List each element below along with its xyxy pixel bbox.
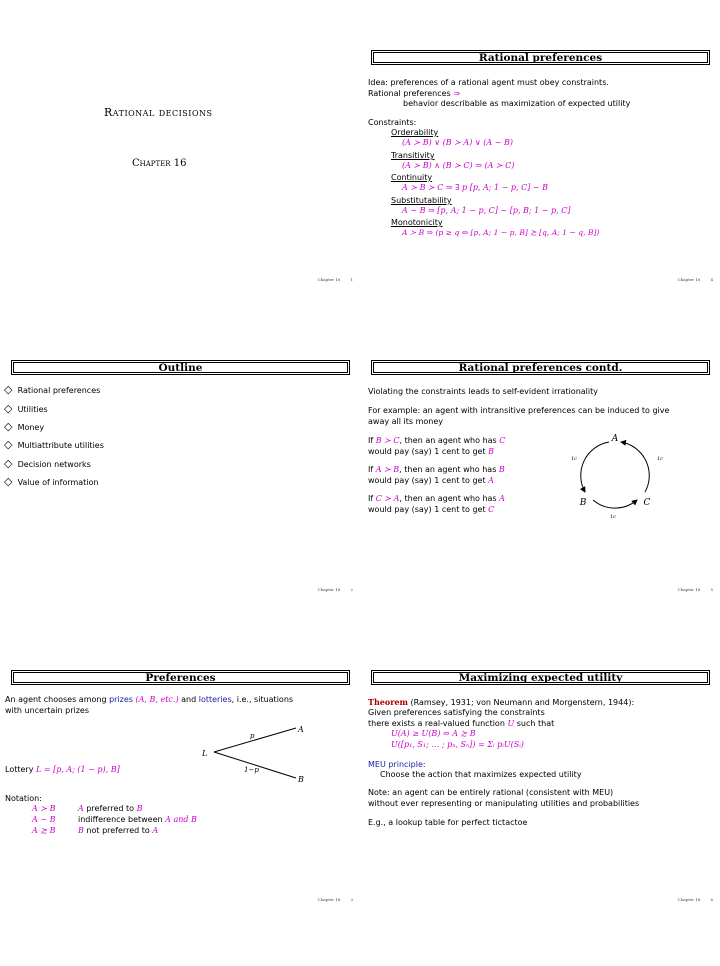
- constraint-name: Transitivity: [391, 151, 435, 160]
- equation: U(A) ≥ U(B) ⇔ A ≿ B: [391, 729, 476, 738]
- slide-title: Preferences: [145, 672, 216, 684]
- node-a: A: [298, 725, 304, 734]
- outline-item: ◇ Money: [4, 420, 45, 433]
- outline-item: ◇ Rational preferences: [4, 383, 101, 396]
- constraint-expr: A ≻ B ⇒ (p ≥ q ⇔ [p, A; 1 − p, B] ≿ [q, A; 1 − q, B]): [402, 228, 600, 237]
- arc-c-to-a: [621, 442, 649, 492]
- constraint-expr: A ∼ B ⇒ [p, A; 1 − p, C] ∼ [p, B; 1 − p, C]: [402, 206, 571, 215]
- cycle-para-line: would pay (say) 1 cent to get B: [368, 447, 495, 456]
- constraint-expr: A ≻ B ≻ C ⇒ ∃ p [p, A; 1 − p, C] ∼ B: [402, 183, 549, 192]
- deck-title: Rational decisions: [104, 106, 213, 119]
- diamond-icon: ◇: [4, 402, 13, 415]
- theorem-line: Theorem (Ramsey, 1931; von Neumann and Morgenstern, 1944):: [368, 697, 635, 707]
- notation-label: Notation:: [5, 794, 42, 803]
- notation-desc: A preferred to B: [78, 804, 143, 813]
- preference-cycle-diagram: [563, 430, 673, 520]
- node-c: C: [643, 498, 651, 508]
- cycle-para-line: would pay (say) 1 cent to get A: [368, 476, 494, 485]
- footer-chapter: Chapter 16: [677, 587, 701, 592]
- cycle-para-line: If A ≻ B, then an agent who has B: [368, 465, 505, 474]
- chapter-label: Chapter 16: [132, 158, 187, 169]
- diamond-icon: ◇: [4, 438, 13, 451]
- notation-sym: A ≿ B: [32, 826, 56, 835]
- slide-title: Outline: [158, 362, 203, 374]
- notation-desc: indifference between A and B: [78, 815, 197, 824]
- node-b: B: [298, 775, 304, 784]
- slide-footer: [318, 587, 353, 592]
- footer-chapter: Chapter 16: [677, 897, 701, 902]
- footer-page: 2: [350, 587, 353, 592]
- slide-rational-preferences-contd: [368, 360, 713, 656]
- slide-footer: [318, 897, 353, 902]
- footer-chapter: Chapter 16: [317, 587, 341, 592]
- constraint-expr: (A ≻ B) ∨ (B ≻ A) ∨ (A ∼ B): [402, 138, 513, 147]
- constraints-label: Constraints:: [368, 118, 417, 127]
- arc-b-to-c: [593, 500, 637, 508]
- constraint-name: Substitutability: [391, 196, 452, 205]
- note-line: without ever representing or manipulating utilities and probabilities: [368, 799, 640, 808]
- prob-1-minus-p: 1−p: [244, 766, 259, 774]
- cost-right: 1c: [657, 456, 663, 462]
- footer-chapter: Chapter 16: [317, 277, 341, 282]
- slide-footer: [678, 277, 713, 282]
- diamond-icon: ◇: [4, 383, 13, 396]
- outline-item: ◇ Utilities: [4, 402, 48, 415]
- slide-title: Rational preferences: [478, 52, 603, 64]
- node-b: B: [579, 498, 587, 508]
- notation-desc: B not preferred to A: [78, 826, 159, 835]
- node-a: A: [611, 434, 619, 444]
- slide-preferences: [5, 670, 353, 966]
- slide-maximizing-expected-utility: [368, 670, 713, 966]
- body-line: away all its money: [368, 417, 443, 426]
- footer-chapter: Chapter 16: [677, 277, 701, 282]
- diamond-icon: ◇: [4, 420, 13, 433]
- notation-sym: A ≻ B: [32, 804, 56, 813]
- cycle-para-line: If C ≻ A, then an agent who has A: [368, 494, 505, 503]
- cost-left: 1c: [571, 456, 577, 462]
- branch-b: [214, 752, 296, 778]
- intro-line: with uncertain prizes: [5, 706, 90, 715]
- body-line: there exists a real-valued function U such that: [368, 719, 555, 728]
- footer-page: 1: [350, 277, 353, 282]
- title-frame: [11, 360, 350, 375]
- body-line: For example: an agent with intransitive preferences can be induced to give: [368, 406, 670, 415]
- example-line: E.g., a lookup table for perfect tictactoe: [368, 818, 528, 827]
- slide-title: Maximizing expected utility: [458, 672, 623, 684]
- prob-p: p: [250, 732, 255, 740]
- slide-footer: [678, 587, 713, 592]
- outline-item: ◇ Value of information: [4, 475, 99, 488]
- title-frame: [371, 50, 710, 65]
- constraint-name: Monotonicity: [391, 218, 443, 227]
- slide-footer: [318, 277, 353, 282]
- slide-title: [8, 50, 353, 346]
- intro-line: An agent chooses among prizes (A, B, etc.) and lotteries, i.e., situations: [5, 695, 294, 704]
- notation-sym: A ∼ B: [32, 815, 56, 824]
- cost-bottom: 1c: [610, 514, 616, 520]
- idea-text: Idea: preferences of a rational agent must obey constraints.: [368, 78, 609, 87]
- diamond-icon: ◇: [4, 475, 13, 488]
- slide-title: Rational preferences contd.: [458, 362, 623, 374]
- title-frame: [11, 670, 350, 685]
- behavior-text: behavior describable as maximization of expected utility: [403, 99, 631, 108]
- branch-a: [214, 728, 296, 752]
- title-frame: [371, 670, 710, 685]
- node-l: L: [202, 749, 208, 758]
- cycle-para-line: would pay (say) 1 cent to get C: [368, 505, 495, 514]
- lottery-diagram: [188, 720, 308, 790]
- rp-line: Rational preferences ⇒: [368, 89, 460, 98]
- slide-outline: [4, 360, 353, 656]
- diamond-icon: ◇: [4, 457, 13, 470]
- constraint-name: Orderability: [391, 128, 439, 137]
- equation: U([p₁, S₁; … ; pₙ, Sₙ]) = Σᵢ pᵢU(Sᵢ): [391, 740, 524, 749]
- footer-page: 5: [710, 587, 713, 592]
- meu-label: MEU principle:: [368, 760, 426, 769]
- arc-a-to-b: [581, 442, 609, 492]
- body-line: Violating the constraints leads to self-evident irrationality: [368, 387, 598, 396]
- slide-rational-preferences: [368, 50, 713, 346]
- note-line: Note: an agent can be entirely rational (consistent with MEU): [368, 788, 614, 797]
- footer-page: 3: [350, 897, 353, 902]
- cycle-para-line: If B ≻ C, then an agent who has C: [368, 436, 506, 445]
- meu-text: Choose the action that maximizes expected utility: [380, 770, 582, 779]
- outline-item: ◇ Decision networks: [4, 457, 91, 470]
- title-frame: [371, 360, 710, 375]
- constraint-name: Continuity: [391, 173, 433, 182]
- lottery-def: Lottery L = [p, A; (1 − p), B]: [5, 765, 120, 774]
- footer-page: 4: [710, 277, 713, 282]
- slide-footer: [678, 897, 713, 902]
- footer-chapter: Chapter 16: [317, 897, 341, 902]
- body-line: Given preferences satisfying the constraints: [368, 708, 545, 717]
- outline-item: ◇ Multiattribute utilities: [4, 438, 104, 451]
- constraint-expr: (A ≻ B) ∧ (B ≻ C) ⇒ (A ≻ C): [402, 161, 515, 170]
- footer-page: 6: [710, 897, 713, 902]
